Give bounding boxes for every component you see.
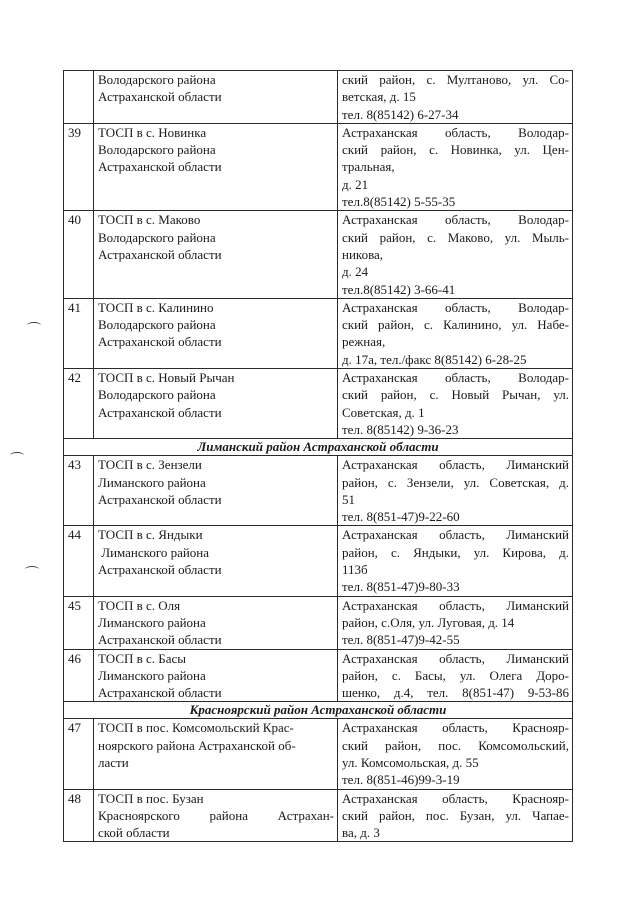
margin-mark-1 [27,322,41,329]
tosp-name: ТОСП в с. Яндыки Лиманского района Астраханской области [94,526,338,596]
row-number: 40 [64,211,94,298]
row-number: 43 [64,456,94,526]
table-row [64,596,573,649]
tosp-address: ский район, с. Мултаново, ул. Со- ветская, д. 15 тел. 8(85142) 6-27-34 [338,71,573,124]
row-number: 47 [64,719,94,789]
table-row [64,369,573,439]
tosp-address: Астраханская область, Володар- ский район, с. Калинино, ул. Набе- режная, д. 17а, тел./факс 8(85142) 6-28-25 [338,298,573,368]
tosp-address: Астраханская область, Краснояр- ский район, пос. Комсомольский, ул. Комсомольская, д. 55 тел. 8(851-46)99-3-19 [338,719,573,789]
tosp-address: Астраханская область, Лиманский район, с. Басы, ул. Олега Доро- шенко, д.4, тел. 8(851-47) 9-53-86 [338,649,573,702]
tosp-name: ТОСП в с. Басы Лиманского района Астраханской области [94,649,338,702]
table-row [64,526,573,596]
row-number: 39 [64,123,94,210]
section-row [64,702,573,719]
section-row [64,439,573,456]
section-heading-krasnoyar: Красноярский район Астраханской области [64,702,573,719]
tosp-address: Астраханская область, Краснояр- ский район, пос. Бузан, ул. Чапае- ва, д. 3 [338,789,573,842]
tosp-table [63,70,573,842]
tosp-name: ТОСП в с. Новинка Володарского района Астраханской области [94,123,338,210]
tosp-name: ТОСП в пос. Бузан Красноярского района Астрахан- ской области [94,789,338,842]
table-row [64,789,573,842]
row-number: 42 [64,369,94,439]
margin-mark-2 [10,452,24,459]
tosp-address: Астраханская область, Володар- ский район, с. Маково, ул. Мыль- никова, д. 24 тел.8(85142) 3-66-41 [338,211,573,298]
row-number: 46 [64,649,94,702]
table-row [64,298,573,368]
tosp-address: Астраханская область, Лиманский район, с. Яндыки, ул. Кирова, д. 113б тел. 8(851-47)9-80-33 [338,526,573,596]
tosp-address: Астраханская область, Лиманский район, с. Зензели, ул. Советская, д. 51 тел. 8(851-47)9-22-60 [338,456,573,526]
tosp-address: Астраханская область, Володар- ский район, с. Новинка, ул. Цен- тральная, д. 21 тел.8(85142) 5-55-35 [338,123,573,210]
table-row [64,719,573,789]
tosp-name: ТОСП в с. Маково Володарского района Астраханской области [94,211,338,298]
table-row [64,123,573,210]
row-number: 41 [64,298,94,368]
table-row [64,211,573,298]
tosp-address: Астраханская область, Володар- ский район, с. Новый Рычан, ул. Советская, д. 1 тел. 8(85142) 9-36-23 [338,369,573,439]
tosp-address: Астраханская область, Лиманский район, с.Оля, ул. Луговая, д. 14 тел. 8(851-47)9-42-55 [338,596,573,649]
row-number: 48 [64,789,94,842]
tosp-name: ТОСП в пос. Комсомольский Крас- ноярского района Астраханской об- ласти [94,719,338,789]
tosp-name: ТОСП в с. Новый Рычан Володарского района Астраханской области [94,369,338,439]
row-number [64,71,94,124]
tosp-name: ТОСП в с. Оля Лиманского района Астраханской области [94,596,338,649]
table-row [64,456,573,526]
margin-mark-3 [25,566,39,573]
table-row [64,649,573,702]
tosp-name: ТОСП в с. Калинино Володарского района Астраханской области [94,298,338,368]
row-number: 44 [64,526,94,596]
section-heading-liman: Лиманский район Астраханской области [64,439,573,456]
tosp-name: Володарского района Астраханской области [94,71,338,124]
row-number: 45 [64,596,94,649]
table-row [64,71,573,124]
tosp-name: ТОСП в с. Зензели Лиманского района Астраханской области [94,456,338,526]
